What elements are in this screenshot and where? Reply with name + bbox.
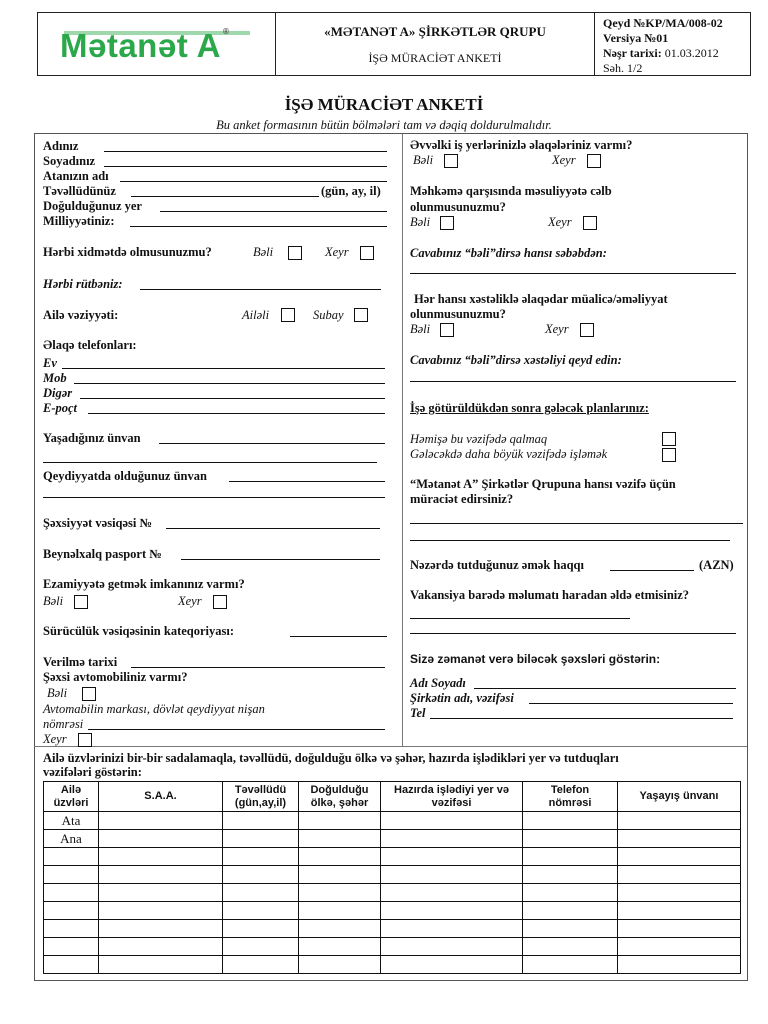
guarantor-company-field[interactable] [529,703,733,704]
family-column-header: Təvəllüdü (gün,ay,il) [223,782,299,812]
military-yes-label: Bəli [253,245,274,259]
family-table-cell[interactable] [299,938,381,956]
nationality-label: Milliyyətiniz: [43,214,115,228]
guarantors-label: Sizə zəmanət verə biləcək şəxsləri göstərin: [410,652,661,666]
home-phone-label: Ev [43,356,57,370]
plan-promotion-checkbox[interactable] [662,448,676,462]
birth-date-label: Təvəllüdünüz [43,184,116,198]
family-table-cell[interactable] [99,848,223,866]
travel-yes-label: Bəli [43,594,64,608]
married-checkbox[interactable] [281,308,295,322]
plan-stay-label: Həmişə bu vəzifədə qalmaq [410,432,548,446]
position-question: “Mətanət A” Şirkətlər Qrupuna hansı vəzifə üçün [410,477,676,491]
illness-yes-label: Bəli [410,322,431,336]
registered-address-field-line-2[interactable] [43,497,385,498]
family-table-body [44,812,741,974]
family-member-relation [44,884,99,902]
family-table-cell[interactable] [618,920,741,938]
family-column-header: S.A.A. [99,782,223,812]
family-table-cell[interactable] [99,866,223,884]
family-member-relation [44,920,99,938]
car-yes-checkbox[interactable] [82,687,96,701]
version: Versiya №01 [603,31,669,45]
family-table-cell[interactable] [223,920,299,938]
mobile-phone-label: Mob [43,371,67,385]
family-table-cell[interactable] [99,830,223,848]
pub-date-label: Nəşr tarixi: [603,46,662,60]
previous-employers-no-checkbox[interactable] [587,154,601,168]
family-table-cell[interactable] [299,866,381,884]
father-name-label: Atanızın adı [43,169,109,183]
other-phone-label: Digər [43,386,73,400]
military-yes-checkbox[interactable] [288,246,302,260]
family-table-cell[interactable] [381,884,523,902]
position-question-line-2: müraciət edirsiniz? [410,492,514,506]
family-table-cell[interactable] [523,884,618,902]
family-member-relation [44,866,99,884]
registered-mark: ® [222,27,230,36]
salary-field[interactable] [610,570,694,571]
previous-employers-no-label: Xeyr [552,153,576,167]
family-table-cell[interactable] [223,866,299,884]
section-divider [34,746,747,747]
family-member-relation [44,902,99,920]
passport-field[interactable] [181,559,380,560]
salary-label: Nəzərdə tutduğunuz əmək haqqı [410,558,584,572]
guarantor-company-label: Şirkətin adı, vəzifəsi [410,691,514,705]
family-table-cell[interactable] [618,956,741,974]
logo-cell [38,13,276,75]
registered-address-field[interactable] [229,481,385,482]
future-plans-label: İşə götürüldükdən sonra gələcək planlarınız: [410,401,649,415]
illness-yes-checkbox[interactable] [440,323,454,337]
family-column-header: Yaşayış ünvanı [618,782,741,812]
surname-field[interactable] [104,166,387,167]
family-table-cell[interactable] [99,884,223,902]
birth-date-hint: (gün, ay, il) [321,184,381,198]
table-row [44,848,741,866]
family-column-header: Hazırda işlədiyi yer və vəzifəsi [381,782,523,812]
family-table-cell[interactable] [618,938,741,956]
family-column-header: Telefon nömrəsi [523,782,618,812]
family-table-cell[interactable] [618,830,741,848]
guarantor-name-field[interactable] [474,688,736,689]
registered-address-label: Qeydiyyatda olduğunuz ünvan [43,469,207,483]
family-intro-line-2: vəzifələri göstərin: [43,765,142,779]
car-no-checkbox[interactable] [78,733,92,747]
family-table-cell[interactable] [381,902,523,920]
table-row [44,956,741,974]
plan-promotion-label: Gələcəkdə daha böyük vəzifədə işləmək [410,447,608,461]
name-label: Adınız [43,139,79,153]
home-phone-field[interactable] [62,368,385,369]
family-table-cell[interactable] [99,956,223,974]
court-yes-checkbox[interactable] [440,216,454,230]
document-header [37,12,751,76]
family-table-cell[interactable] [299,848,381,866]
military-rank-label: Hərbi rütbəniz: [43,277,123,291]
family-table-cell[interactable] [299,956,381,974]
table-row [44,920,741,938]
previous-employers-yes-label: Bəli [413,153,434,167]
license-category-label: Sürücülük vəsiqəsinin kateqoriyası: [43,624,235,638]
license-category-field[interactable] [290,636,387,637]
company-cell [276,13,595,75]
vacancy-source-field[interactable] [410,618,630,619]
family-table-cell[interactable] [381,812,523,830]
guarantor-tel-label: Tel [410,706,426,720]
address-label: Yaşadığınız ünvan [43,431,141,445]
car-detail-label: Avtomabilin markası, dövlət qeydiyyat nişan [43,702,265,716]
family-table-cell[interactable] [618,866,741,884]
family-table-cell[interactable] [99,938,223,956]
illness-question: Hər hansı xəstəliklə əlaqədar müalicə/əməliyyat [414,292,668,306]
court-reason-label: Cavabınız “bəli”dirsə hansı səbəbdən: [410,246,607,260]
car-yes-label: Bəli [47,686,68,700]
mobile-phone-field[interactable] [74,383,385,384]
address-field[interactable] [159,443,385,444]
family-table-cell[interactable] [523,938,618,956]
family-table-cell[interactable] [223,830,299,848]
company-name: «MƏTANƏT A» ŞİRKƏTLƏR QRUPU [324,24,546,39]
family-member-relation: Ata [44,812,99,830]
table-row [44,884,741,902]
birthplace-field[interactable] [160,211,387,212]
table-row [44,812,741,830]
single-label: Subay [313,308,344,322]
email-label: E-poçt [43,401,78,415]
family-table-cell[interactable] [381,848,523,866]
family-table-cell[interactable] [523,902,618,920]
family-member-relation [44,848,99,866]
plan-stay-checkbox[interactable] [662,432,676,446]
birth-date-field[interactable] [131,196,319,197]
single-checkbox[interactable] [354,308,368,322]
travel-yes-checkbox[interactable] [74,595,88,609]
form-subtitle: Bu anket formasının bütün bölmələri tam və dəqiq doldurulmalıdır. [216,118,552,132]
column-divider [402,134,403,746]
car-plate-label: nömrəsi [43,717,84,731]
pub-date: 01.03.2012 [664,46,719,60]
family-table-cell[interactable] [99,920,223,938]
illness-no-checkbox[interactable] [580,323,594,337]
court-no-label: Xeyr [548,215,572,229]
family-table-cell[interactable] [299,830,381,848]
car-no-label: Xeyr [43,732,67,746]
family-table-cell[interactable] [618,902,741,920]
court-question-line-2: olunmusunuzmu? [410,200,506,214]
family-table-cell[interactable] [223,902,299,920]
vacancy-source-question: Vakansiya barədə məlumatı haradan əldə etmisiniz? [410,588,690,602]
court-yes-label: Bəli [410,215,431,229]
car-question: Şəxsi avtomobiliniz varmı? [43,670,188,684]
table-row [44,938,741,956]
family-member-relation [44,956,99,974]
name-field[interactable] [104,151,387,152]
marital-status-label: Ailə vəziyyəti: [43,308,119,322]
company-logo: Mətanət A ® [60,27,230,64]
family-member-relation: Ana [44,830,99,848]
family-table-cell[interactable] [381,830,523,848]
family-table-cell[interactable] [381,938,523,956]
court-no-checkbox[interactable] [583,216,597,230]
family-column-header: Doğulduğu ölkə, şəhər [299,782,381,812]
family-intro: Ailə üzvlərinizi bir-bir sadalamaqla, təvəllüdü, doğulduğu ölkə və şəhər, hazırda işlədikləri yer və tutduqları [43,751,619,765]
family-table-header [44,782,741,812]
table-row [44,902,741,920]
header-form-name: İŞƏ MÜRACİƏT ANKETİ [368,51,502,65]
ref-code: Qeyd №KP/MA/008-02 [603,16,723,30]
family-table-cell[interactable] [523,956,618,974]
family-table-cell[interactable] [523,920,618,938]
table-row [44,830,741,848]
military-question: Hərbi xidmətdə olmusunuzmu? [43,245,212,259]
position-field[interactable] [410,523,743,524]
family-table-cell[interactable] [223,848,299,866]
family-table-cell[interactable] [223,884,299,902]
table-row [44,866,741,884]
travel-no-checkbox[interactable] [213,595,227,609]
married-label: Ailəli [242,308,270,322]
family-column-header: Ailə üzvləri [44,782,99,812]
family-table-cell[interactable] [618,812,741,830]
family-table-cell[interactable] [523,812,618,830]
family-table-cell[interactable] [223,956,299,974]
guarantor-tel-field[interactable] [430,718,733,719]
military-no-checkbox[interactable] [360,246,374,260]
family-table-cell[interactable] [299,812,381,830]
document-meta-cell [595,13,750,75]
military-no-label: Xeyr [325,245,349,259]
family-table-cell[interactable] [223,938,299,956]
position-field-line-2[interactable] [410,540,730,541]
id-card-field[interactable] [166,528,380,529]
court-reason-field[interactable] [410,273,736,274]
family-table-cell[interactable] [618,884,741,902]
email-field[interactable] [88,413,385,414]
family-members-table [43,781,741,974]
family-table-cell[interactable] [381,920,523,938]
court-question: Məhkəmə qarşısında məsuliyyətə cəlb [410,184,612,198]
vacancy-source-field-line-2[interactable] [410,633,736,634]
license-issue-date-label: Verilmə tarixi [43,655,118,669]
family-table-cell[interactable] [523,830,618,848]
previous-employers-yes-checkbox[interactable] [444,154,458,168]
salary-currency: (AZN) [699,558,734,572]
family-table-cell[interactable] [381,866,523,884]
other-phone-field[interactable] [80,398,385,399]
travel-question: Ezamiyyətə getmək imkanınız varmı? [43,577,245,591]
surname-label: Soyadınız [43,154,96,168]
family-table-cell[interactable] [299,902,381,920]
military-rank-field[interactable] [140,289,381,290]
family-table-cell[interactable] [381,956,523,974]
birthplace-label: Doğulduğunuz yer [43,199,142,213]
page-number: Səh. 1/2 [603,61,643,75]
passport-label: Beynəlxalq pasport № [43,547,162,561]
family-table-cell[interactable] [618,848,741,866]
family-table-cell[interactable] [523,848,618,866]
family-member-relation [44,938,99,956]
family-table-cell[interactable] [223,812,299,830]
license-issue-date-field[interactable] [131,667,385,668]
car-detail-field[interactable] [88,729,385,730]
nationality-field[interactable] [130,226,387,227]
travel-no-label: Xeyr [178,594,202,608]
address-field-line-2[interactable] [43,462,377,463]
illness-reason-field[interactable] [410,381,736,382]
illness-reason-label: Cavabınız “bəli”dirsə xəstəliyi qeyd edin: [410,353,622,367]
family-table-cell[interactable] [99,902,223,920]
illness-no-label: Xeyr [545,322,569,336]
form-title: İŞƏ MÜRACİƏT ANKETİ [284,95,484,114]
phones-label: Əlaqə telefonları: [43,338,137,352]
family-table-cell[interactable] [299,884,381,902]
illness-question-line-2: olunmusunuzmu? [410,307,506,321]
id-card-label: Şəxsiyyət vəsiqəsi № [43,516,153,530]
family-table-cell[interactable] [299,920,381,938]
family-table-cell[interactable] [523,866,618,884]
family-table-cell[interactable] [99,812,223,830]
father-name-field[interactable] [120,181,387,182]
previous-employers-question: Əvvəlki iş yerlərinizlə əlaqələriniz varmı? [410,138,633,152]
guarantor-name-label: Adı Soyadı [410,676,466,690]
